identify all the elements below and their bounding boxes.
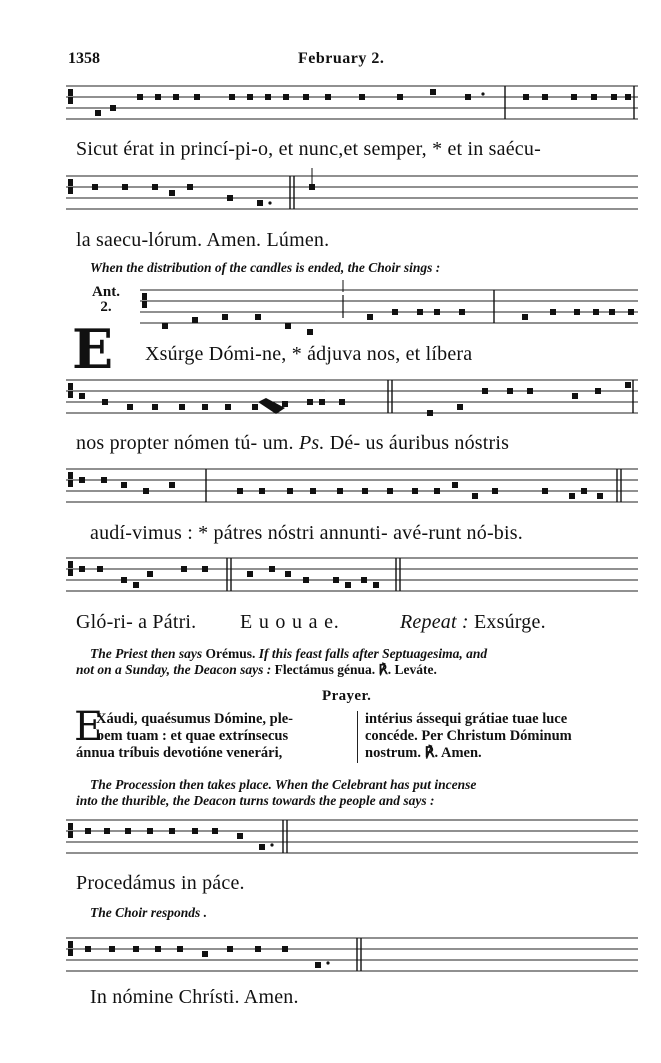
neume-punctum xyxy=(147,571,153,577)
neume-punctum xyxy=(581,488,587,494)
neume-dot xyxy=(270,843,273,846)
neume-punctum xyxy=(247,571,253,577)
c-clef-icon xyxy=(68,179,73,186)
lyric-part: nos propter nómen tú- um. xyxy=(76,432,299,454)
oremus: Orémus. xyxy=(205,646,256,661)
chant-lyric-line-1: Sicut érat in princí-pi-o, et nunc,et semper, * et in saécu- xyxy=(76,138,541,160)
c-clef-icon xyxy=(68,383,73,390)
neume-punctum xyxy=(339,399,345,405)
neume-punctum xyxy=(79,566,85,572)
neume-punctum xyxy=(202,951,208,957)
chant-lyric-line-6 xyxy=(76,611,196,634)
neume-punctum xyxy=(457,404,463,410)
prayer-right-line-3: nostrum. ℟. Amen. xyxy=(365,745,482,761)
antiphon-label xyxy=(86,285,126,315)
neume-punctum xyxy=(307,399,313,405)
rubric-priest-line-2 xyxy=(76,662,437,678)
chant-lyric-line-2: la saecu-lórum. Amen. Lúmen. xyxy=(76,229,330,251)
neume-dot xyxy=(268,201,271,204)
neume-punctum xyxy=(169,828,175,834)
prayer-initial: E xyxy=(74,704,104,750)
neume-punctum xyxy=(285,571,291,577)
neume-punctum xyxy=(187,184,193,190)
neume-punctum xyxy=(392,309,398,315)
prayer-left-line-1: Xáudi, quaésumus Dómine, ple- xyxy=(96,711,293,727)
neume-punctum xyxy=(229,94,235,100)
neume-punctum xyxy=(259,488,265,494)
rubric-distribution: When the distribution of the candles is ended, the Choir sings : xyxy=(90,260,441,275)
neume-punctum xyxy=(133,582,139,588)
neume-punctum xyxy=(255,314,261,320)
neume-punctum xyxy=(333,577,339,583)
neume-punctum xyxy=(550,309,556,315)
psalm-label: Ps. xyxy=(298,432,325,454)
procedamus-lyric: Procedámus in páce. xyxy=(76,872,245,894)
rubric-text: If this feast falls after Septuagesima, and xyxy=(255,646,488,661)
rubric-text: not on a Sunday, the Deacon says : xyxy=(76,662,275,677)
neume-punctum xyxy=(417,309,423,315)
neume-punctum xyxy=(152,404,158,410)
neume-punctum xyxy=(285,323,291,329)
neume-punctum xyxy=(265,94,271,100)
neume-punctum xyxy=(133,946,139,952)
neume-punctum xyxy=(247,94,253,100)
neume-punctum xyxy=(202,566,208,572)
neume-punctum xyxy=(192,317,198,323)
neume-punctum xyxy=(152,184,158,190)
neume-punctum xyxy=(307,329,313,335)
neume-punctum xyxy=(507,388,513,394)
neume-punctum xyxy=(397,94,403,100)
neume-punctum xyxy=(177,946,183,952)
neume-punctum xyxy=(337,488,343,494)
prayer-left-line-2: bem tuam : et quae extrínsecus xyxy=(96,728,289,744)
neume-punctum xyxy=(155,94,161,100)
neume-punctum xyxy=(179,404,185,410)
neume-punctum xyxy=(572,393,578,399)
neume-punctum xyxy=(101,477,107,483)
neume-punctum xyxy=(92,184,98,190)
neume-punctum xyxy=(169,190,175,196)
chant-lyric-line-5: audí-vimus : * pátres nóstri annunti- avé-runt nó-bis. xyxy=(90,522,523,544)
c-clef-icon xyxy=(142,301,147,308)
antiphon-number: 2. xyxy=(100,299,112,315)
neume-punctum xyxy=(222,314,228,320)
lyric-part: Dé- us áuribus nóstris xyxy=(324,432,510,454)
neume-punctum xyxy=(102,399,108,405)
neume-punctum xyxy=(465,94,471,100)
neume-punctum xyxy=(79,477,85,483)
c-clef-icon xyxy=(68,823,73,830)
neume-punctum xyxy=(434,309,440,315)
neume-punctum xyxy=(104,828,110,834)
neume-punctum xyxy=(95,110,101,116)
column-divider xyxy=(357,711,358,763)
neume-punctum xyxy=(181,566,187,572)
neume-punctum xyxy=(137,94,143,100)
lyric-part: Gló-ri- a Pátri. xyxy=(76,611,197,633)
neume-punctum xyxy=(387,488,393,494)
neume-punctum xyxy=(472,493,478,499)
neume-punctum xyxy=(225,404,231,410)
in-nomine-lyric: In nómine Chrísti. Amen. xyxy=(90,986,299,1008)
neume-punctum xyxy=(109,946,115,952)
rubric-procession-line-1: The Procession then takes place. When the Celebrant has put incense xyxy=(90,777,477,792)
neume-punctum xyxy=(259,844,265,850)
chant-lyric-line-4 xyxy=(76,432,509,455)
neume-punctum xyxy=(282,401,288,407)
rubric-priest-line-1 xyxy=(90,646,487,662)
neume-dot xyxy=(481,92,484,95)
c-clef-icon xyxy=(68,569,73,576)
neume-punctum xyxy=(122,184,128,190)
neume-punctum xyxy=(315,962,321,968)
neume-punctum xyxy=(110,105,116,111)
neume-punctum xyxy=(97,566,103,572)
rubric-choir: The Choir responds . xyxy=(90,905,208,920)
c-clef-icon xyxy=(142,293,147,300)
neume-punctum xyxy=(237,488,243,494)
c-clef-icon xyxy=(68,97,73,104)
neume-punctum xyxy=(361,577,367,583)
neume-punctum xyxy=(434,488,440,494)
rubric-text: The Priest then says xyxy=(90,646,206,661)
neume-punctum xyxy=(192,828,198,834)
neume-punctum xyxy=(574,309,580,315)
repeat-instruction xyxy=(400,611,546,634)
neume-punctum xyxy=(282,946,288,952)
antiphon-label-text: Ant. xyxy=(92,284,120,300)
neume-punctum xyxy=(125,828,131,834)
neume-punctum xyxy=(283,94,289,100)
neume-punctum xyxy=(542,488,548,494)
neume-punctum xyxy=(597,493,603,499)
neume-punctum xyxy=(367,314,373,320)
prayer-left-line-3: ánnua tríbuis devotióne venerári, xyxy=(76,745,283,761)
neume-punctum xyxy=(309,184,315,190)
neume-punctum xyxy=(310,488,316,494)
neume-punctum xyxy=(523,94,529,100)
neume-punctum xyxy=(542,94,548,100)
c-clef-icon xyxy=(68,941,73,948)
neume-punctum xyxy=(127,404,133,410)
neume-punctum xyxy=(143,488,149,494)
neume-punctum xyxy=(625,94,631,100)
neume-punctum xyxy=(121,577,127,583)
flectamus: Flectámus génua. ℟. Leváte. xyxy=(274,662,437,677)
page-title: February 2. xyxy=(298,50,385,67)
neume-punctum xyxy=(412,488,418,494)
neume-punctum xyxy=(571,94,577,100)
neume-punctum xyxy=(194,94,200,100)
c-clef-icon xyxy=(68,480,73,487)
antiphon-initial: E xyxy=(72,317,114,381)
page-number: 1358 xyxy=(68,50,100,67)
neume-punctum xyxy=(373,582,379,588)
c-clef-icon xyxy=(68,187,73,194)
neume-punctum xyxy=(362,488,368,494)
neume-punctum xyxy=(569,493,575,499)
neume-punctum xyxy=(202,404,208,410)
neume-punctum xyxy=(237,833,243,839)
neume-punctum xyxy=(325,94,331,100)
neume-punctum xyxy=(85,946,91,952)
neume-punctum xyxy=(482,388,488,394)
c-clef-icon xyxy=(68,391,73,398)
c-clef-icon xyxy=(68,561,73,568)
prayer-right-line-2: concéde. Per Christum Dóminum xyxy=(365,728,572,744)
c-clef-icon xyxy=(68,949,73,956)
neume-punctum xyxy=(255,946,261,952)
neume-punctum xyxy=(359,94,365,100)
neume-punctum xyxy=(459,309,465,315)
neume-punctum xyxy=(611,94,617,100)
neume-punctum xyxy=(527,388,533,394)
neume-punctum xyxy=(155,946,161,952)
neume-punctum xyxy=(85,828,91,834)
neume-punctum xyxy=(252,404,258,410)
neume-punctum xyxy=(625,382,631,388)
neume-punctum xyxy=(162,323,168,329)
neume-punctum xyxy=(427,410,433,416)
neume-punctum xyxy=(595,388,601,394)
c-clef-icon xyxy=(68,89,73,96)
neume-punctum xyxy=(593,309,599,315)
euouae: E u o u a e. xyxy=(240,611,340,633)
neume-punctum xyxy=(227,195,233,201)
c-clef-icon xyxy=(68,472,73,479)
neume-punctum xyxy=(345,582,351,588)
neume-punctum xyxy=(452,482,458,488)
neume-punctum xyxy=(79,393,85,399)
chant-lyric-line-3: Xsúrge Dómi-ne, * ádjuva nos, et líbera xyxy=(145,343,473,365)
neume-punctum xyxy=(269,566,275,572)
repeat-target: Exsúrge. xyxy=(474,611,546,633)
neume-punctum xyxy=(257,200,263,206)
neume-punctum xyxy=(173,94,179,100)
neume-punctum xyxy=(628,309,634,315)
neume-punctum xyxy=(522,314,528,320)
prayer-right-line-1: intérius ássequi grátiae tuae luce xyxy=(365,711,568,727)
neume-punctum xyxy=(430,89,436,95)
c-clef-icon xyxy=(68,831,73,838)
neume-porrectus xyxy=(258,398,285,414)
neume-punctum xyxy=(287,488,293,494)
neume-punctum xyxy=(591,94,597,100)
neume-punctum xyxy=(492,488,498,494)
neume-punctum xyxy=(169,482,175,488)
neume-punctum xyxy=(609,309,615,315)
neume-punctum xyxy=(147,828,153,834)
prayer-title: Prayer. xyxy=(322,688,372,704)
rubric-procession-line-2: into the thurible, the Deacon turns towards the people and says : xyxy=(76,793,435,808)
neume-punctum xyxy=(212,828,218,834)
repeat-label: Repeat : xyxy=(400,611,469,633)
neume-punctum xyxy=(319,399,325,405)
neume-punctum xyxy=(227,946,233,952)
neume-punctum xyxy=(121,482,127,488)
neume-dot xyxy=(326,961,329,964)
neume-punctum xyxy=(303,577,309,583)
neume-punctum xyxy=(303,94,309,100)
